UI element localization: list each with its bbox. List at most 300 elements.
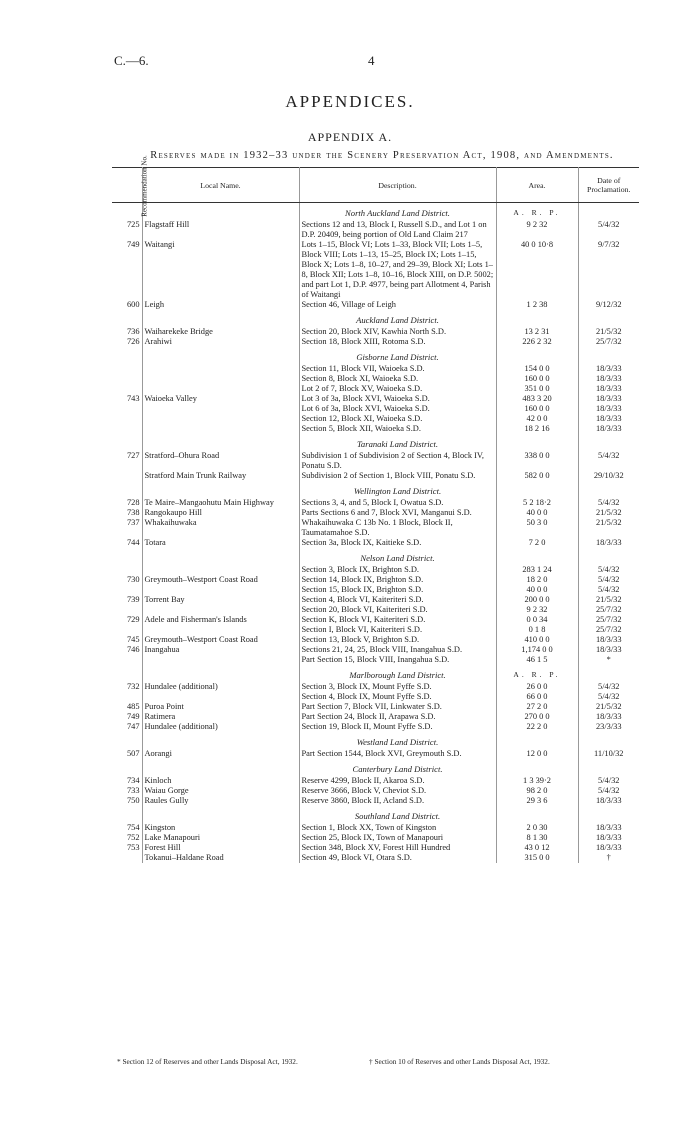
local-name: [142, 414, 299, 424]
table-row: [112, 240, 639, 300]
area-value: 582 0 0: [496, 471, 578, 481]
proclamation-date: 25/7/32: [578, 615, 639, 625]
area-value: 27 2 0: [496, 702, 578, 712]
table-row: [112, 843, 639, 853]
area-value: 1 3 39·2: [496, 776, 578, 786]
proclamation-date: 25/7/32: [578, 605, 639, 615]
recommendation-number: 600: [126, 300, 140, 309]
district-spacer: [112, 548, 142, 565]
district-header-row: [112, 310, 639, 327]
proclamation-date: 5/4/32: [578, 682, 639, 692]
proclamation-date: 5/4/32: [578, 585, 639, 595]
proclamation-date: 18/3/33: [578, 823, 639, 833]
district-spacer: [578, 548, 639, 565]
local-name: [142, 655, 299, 665]
local-name: Stratford–Ohura Road: [142, 451, 299, 471]
table-row: [112, 471, 639, 481]
recommendation-number: [112, 605, 142, 615]
district-header-row: [112, 732, 639, 749]
district-area-units-cell: [496, 347, 578, 364]
description: Section 8, Block XI, Waioeka S.D.: [299, 374, 496, 384]
proclamation-date: 21/5/32: [578, 595, 639, 605]
district-name: Auckland Land District.: [356, 315, 439, 325]
district-name-cell: [299, 548, 496, 565]
proclamation-date: 18/3/33: [578, 404, 639, 414]
local-name: Stratford Main Trunk Railway: [142, 471, 299, 481]
table-row: [112, 692, 639, 702]
local-name: [142, 565, 299, 575]
recommendation-number: 747: [126, 722, 140, 731]
local-name: [142, 404, 299, 414]
proclamation-date: *: [578, 655, 639, 665]
district-spacer: [142, 481, 299, 498]
column-header-local-name: Local Name.: [142, 168, 299, 203]
table-row: [112, 682, 639, 692]
description: Section 3, Block IX, Brighton S.D.: [299, 565, 496, 575]
proclamation-date: 18/3/33: [578, 833, 639, 843]
district-spacer: [578, 481, 639, 498]
table-row: [112, 508, 639, 518]
table-row: [112, 364, 639, 374]
table-row: [112, 394, 639, 404]
proclamation-date: 25/7/32: [578, 337, 639, 347]
description: Part Section 7, Block VII, Linkwater S.D.: [299, 702, 496, 712]
recommendation-number: 734: [126, 776, 140, 785]
description: Section 12, Block XI, Waioeka S.D.: [299, 414, 496, 424]
local-name: Hundalee (additional): [142, 682, 299, 692]
district-header-row: [112, 481, 639, 498]
area-value: 160 0 0: [496, 374, 578, 384]
district-spacer: [142, 759, 299, 776]
local-name: [142, 364, 299, 374]
district-spacer: [112, 203, 142, 221]
district-area-units-cell: [496, 310, 578, 327]
table-header-row: [112, 168, 639, 203]
area-value: 22 2 0: [496, 722, 578, 732]
recommendation-number: 737: [126, 518, 140, 527]
local-name: Waiau Gorge: [142, 786, 299, 796]
district-area-units-cell: [496, 806, 578, 823]
local-name: Greymouth–Westport Coast Road: [142, 575, 299, 585]
table-row: [112, 712, 639, 722]
table-row: [112, 645, 639, 655]
table-row: [112, 575, 639, 585]
area-value: 270 0 0: [496, 712, 578, 722]
description: Section 1, Block XX, Town of Kingston: [299, 823, 496, 833]
proclamation-date: 5/4/32: [578, 692, 639, 702]
description: Section 14, Block IX, Brighton S.D.: [299, 575, 496, 585]
local-name: Aorangi: [142, 749, 299, 759]
local-name: Te Maire–Mangaohutu Main Highway: [142, 498, 299, 508]
district-name-cell: [299, 759, 496, 776]
table-row: [112, 498, 639, 508]
recommendation-number: [112, 414, 142, 424]
recommendation-number: 754: [126, 823, 140, 832]
table-row: [112, 565, 639, 575]
local-name: [142, 585, 299, 595]
recommendation-number: [112, 692, 142, 702]
description: Section 348, Block XV, Forest Hill Hundred: [299, 843, 496, 853]
area-value: 283 1 24: [496, 565, 578, 575]
proclamation-date: 18/3/33: [578, 843, 639, 853]
recommendation-number: [112, 424, 142, 434]
recommendation-number: 749: [126, 240, 140, 249]
recommendation-number: [112, 384, 142, 394]
description: Sections 21, 24, 25, Block VIII, Inangahua S.D.: [299, 645, 496, 655]
local-name: Puroa Point: [142, 702, 299, 712]
table-row: [112, 615, 639, 625]
area-value: 0 1 8: [496, 625, 578, 635]
proclamation-date: 29/10/32: [578, 471, 639, 481]
table-row: [112, 823, 639, 833]
district-header-row: [112, 806, 639, 823]
recommendation-number: 726: [126, 337, 140, 346]
column-header-date: Date of Proclamation.: [578, 168, 639, 203]
description: Lot 2 of 7, Block XV, Waioeka S.D.: [299, 384, 496, 394]
district-spacer: [112, 732, 142, 749]
description: Section 4, Block VI, Kaiteriteri S.D.: [299, 595, 496, 605]
local-name: Rangokaupo Hill: [142, 508, 299, 518]
district-name: Canterbury Land District.: [352, 764, 443, 774]
local-name: Flagstaff Hill: [142, 220, 299, 240]
recommendation-number: 728: [126, 498, 140, 507]
table-row: [112, 300, 639, 310]
recommendation-number: 749: [126, 712, 140, 721]
area-value: 200 0 0: [496, 595, 578, 605]
district-area-units-cell: [496, 548, 578, 565]
area-value: 13 2 31: [496, 327, 578, 337]
district-spacer: [112, 310, 142, 327]
recommendation-number: 744: [126, 538, 140, 547]
proclamation-date: 9/12/32: [578, 300, 639, 310]
table-row: [112, 833, 639, 843]
proclamation-date: 9/7/32: [578, 240, 639, 300]
proclamation-date: 18/3/33: [578, 364, 639, 374]
district-name: Marlborough Land District.: [349, 670, 446, 680]
district-header-row: [112, 203, 639, 221]
description: Subdivision 1 of Subdivision 2 of Section 4, Block IV, Ponatu S.D.: [299, 451, 496, 471]
recommendation-number: 750: [126, 796, 140, 805]
area-value: 43 0 12: [496, 843, 578, 853]
area-value: 5 2 18·2: [496, 498, 578, 508]
area-value: 9 2 32: [496, 605, 578, 615]
district-name-cell: [299, 665, 496, 682]
recommendation-number: 745: [126, 635, 140, 644]
local-name: Hundalee (additional): [142, 722, 299, 732]
area-value: 338 0 0: [496, 451, 578, 471]
recommendation-number: 743: [126, 394, 140, 403]
proclamation-date: 21/5/32: [578, 702, 639, 712]
area-value: 1,174 0 0: [496, 645, 578, 655]
district-name-cell: [299, 481, 496, 498]
district-header-row: [112, 759, 639, 776]
document-code: C.—6.: [114, 53, 149, 68]
page-title: APPENDICES.: [285, 92, 415, 111]
district-spacer: [578, 665, 639, 682]
description: Section 3a, Block IX, Kaitieke S.D.: [299, 538, 496, 548]
description: Whakaihuwaka C 13b No. 1 Block, Block II, Taumatamahoe S.D.: [299, 518, 496, 538]
district-area-units-cell: [496, 665, 578, 682]
proclamation-date: 21/5/32: [578, 508, 639, 518]
district-spacer: [578, 203, 639, 221]
proclamation-date: 5/4/32: [578, 786, 639, 796]
proclamation-date: 18/3/33: [578, 796, 639, 806]
area-value: 351 0 0: [496, 384, 578, 394]
local-name: Inangahua: [142, 645, 299, 655]
recommendation-number: [112, 853, 142, 863]
local-name: [142, 374, 299, 384]
district-area-units-cell: [496, 434, 578, 451]
district-header-row: [112, 434, 639, 451]
proclamation-date: 18/3/33: [578, 538, 639, 548]
table-row: [112, 655, 639, 665]
area-value: 50 3 0: [496, 518, 578, 538]
table-row: [112, 414, 639, 424]
local-name: Kingston: [142, 823, 299, 833]
area-value: 12 0 0: [496, 749, 578, 759]
proclamation-date: 11/10/32: [578, 749, 639, 759]
description: Section 5, Block XII, Waioeka S.D.: [299, 424, 496, 434]
proclamation-date: 5/4/32: [578, 565, 639, 575]
district-header-row: [112, 665, 639, 682]
area-value: 40 0 0: [496, 508, 578, 518]
district-name-cell: [299, 806, 496, 823]
description: Section 20, Block XIV, Kawhia North S.D.: [299, 327, 496, 337]
district-spacer: [112, 347, 142, 364]
district-spacer: [578, 434, 639, 451]
description: Part Section 15, Block VIII, Inangahua S.D.: [299, 655, 496, 665]
local-name: Arahiwi: [142, 337, 299, 347]
proclamation-date: 5/4/32: [578, 575, 639, 585]
description: Sections 12 and 13, Block I, Russell S.D., and Lot 1 on D.P. 20409, being portion of Old Land Claim 217: [299, 220, 496, 240]
district-area-units-cell: [496, 759, 578, 776]
district-name: Taranaki Land District.: [356, 439, 439, 449]
area-value: 1 2 38: [496, 300, 578, 310]
column-header-area: Area.: [496, 168, 578, 203]
area-value: 7 2 0: [496, 538, 578, 548]
proclamation-date: 5/4/32: [578, 220, 639, 240]
area-value: 18 2 0: [496, 575, 578, 585]
area-value: 98 2 0: [496, 786, 578, 796]
area-value: 410 0 0: [496, 635, 578, 645]
table-row: [112, 518, 639, 538]
local-name: Waiharekeke Bridge: [142, 327, 299, 337]
description: Lots 1–15, Block VI; Lots 1–33, Block VII; Lots 1–5, Block VIII; Lots 1–13, 15–25, Block IX; Lots 1–15, Block X; Lots 1–8, 10–27, and 29–39, Block XI; Lots 1–8, Block XII; Lots 1–8, 10–16, Block XIII, on D.P. 5002; and part Lot 1, D.P. 4977, being part Allotment 4, Parish of Waitangi: [299, 240, 496, 300]
description: Section 49, Block VI, Otara S.D.: [299, 853, 496, 863]
area-value: 18 2 16: [496, 424, 578, 434]
district-spacer: [112, 759, 142, 776]
district-name-cell: [299, 347, 496, 364]
table-row: [112, 722, 639, 732]
recommendation-number: [112, 364, 142, 374]
column-header-recommendation: Recommendation No.: [112, 168, 142, 203]
district-name-cell: [299, 310, 496, 327]
proclamation-date: 23/3/33: [578, 722, 639, 732]
proclamation-date: 25/7/32: [578, 625, 639, 635]
district-spacer: [142, 434, 299, 451]
recommendation-number: 485: [126, 702, 140, 711]
recommendation-number: 730: [126, 575, 140, 584]
local-name: Whakaihuwaka: [142, 518, 299, 538]
description: Section 15, Block IX, Brighton S.D.: [299, 585, 496, 595]
recommendation-number: 753: [126, 843, 140, 852]
area-value: 40 0 0: [496, 585, 578, 595]
description: Reserve 3666, Block V, Cheviot S.D.: [299, 786, 496, 796]
area-value: 26 0 0: [496, 682, 578, 692]
description: Section 13, Block V, Brighton S.D.: [299, 635, 496, 645]
description: Section I, Block VI, Kaiteriteri S.D.: [299, 625, 496, 635]
description: Subdivision 2 of Section 1, Block VIII, Ponatu S.D.: [299, 471, 496, 481]
appendix-title: APPENDIX A.: [307, 130, 393, 144]
description: Reserve 4299, Block II, Akaroa S.D.: [299, 776, 496, 786]
local-name: Tokanui–Haldane Road: [142, 853, 299, 863]
description: Section 3, Block IX, Mount Fyffe S.D.: [299, 682, 496, 692]
district-name: Westland Land District.: [356, 737, 439, 747]
local-name: Torrent Bay: [142, 595, 299, 605]
local-name: [142, 692, 299, 702]
recommendation-number: 729: [126, 615, 140, 624]
proclamation-date: †: [578, 853, 639, 863]
district-spacer: [142, 203, 299, 221]
table-row: [112, 786, 639, 796]
table-row: [112, 220, 639, 240]
recommendation-number: 732: [126, 682, 140, 691]
area-value: 154 0 0: [496, 364, 578, 374]
table-heading: Reserves made in 1932–33 under the Scenery Preservation Act, 1908, and Amendments.: [150, 150, 614, 161]
description: Section 11, Block VII, Waioeka S.D.: [299, 364, 496, 374]
proclamation-date: 18/3/33: [578, 414, 639, 424]
district-name: Southland Land District.: [354, 811, 441, 821]
description: Section 4, Block IX, Mount Fyffe S.D.: [299, 692, 496, 702]
proclamation-date: 18/3/33: [578, 424, 639, 434]
proclamation-date: 18/3/33: [578, 712, 639, 722]
proclamation-date: 18/3/33: [578, 394, 639, 404]
district-spacer: [578, 759, 639, 776]
district-spacer: [578, 310, 639, 327]
description: Lot 3 of 3a, Block XVI, Waioeka S.D.: [299, 394, 496, 404]
local-name: Lake Manapouri: [142, 833, 299, 843]
district-spacer: [142, 347, 299, 364]
description: Section 25, Block IX, Town of Manapouri: [299, 833, 496, 843]
district-name: North Auckland Land District.: [345, 208, 450, 218]
area-units-label: A. R. P.: [513, 208, 561, 217]
description: Section 18, Block XIII, Rotoma S.D.: [299, 337, 496, 347]
table-row: [112, 451, 639, 471]
proclamation-date: 21/5/32: [578, 518, 639, 538]
table-body: [112, 203, 639, 864]
district-header-row: [112, 548, 639, 565]
district-spacer: [112, 434, 142, 451]
recommendation-number: 736: [126, 327, 140, 336]
recommendation-number: 733: [126, 786, 140, 795]
recommendation-number: [112, 625, 142, 635]
local-name: Waitangi: [142, 240, 299, 300]
area-value: 8 1 30: [496, 833, 578, 843]
district-name-cell: [299, 434, 496, 451]
recommendation-number: [112, 585, 142, 595]
description: Section 19, Block II, Mount Fyffe S.D.: [299, 722, 496, 732]
recommendation-number: [112, 565, 142, 575]
area-value: 42 0 0: [496, 414, 578, 424]
area-value: 29 3 6: [496, 796, 578, 806]
table-row: [112, 776, 639, 786]
table-row: [112, 374, 639, 384]
local-name: Ratimera: [142, 712, 299, 722]
recommendation-number: 507: [126, 749, 140, 758]
local-name: Adele and Fisherman's Islands: [142, 615, 299, 625]
district-spacer: [112, 481, 142, 498]
district-spacer: [112, 806, 142, 823]
district-spacer: [578, 732, 639, 749]
local-name: Leigh: [142, 300, 299, 310]
table-row: [112, 424, 639, 434]
description: Part Section 24, Block II, Arapawa S.D.: [299, 712, 496, 722]
table-row: [112, 384, 639, 394]
district-name: Nelson Land District.: [360, 553, 435, 563]
district-spacer: [142, 806, 299, 823]
proclamation-date: 18/3/33: [578, 635, 639, 645]
area-value: 0 0 34: [496, 615, 578, 625]
description: Reserve 3860, Block II, Acland S.D.: [299, 796, 496, 806]
area-value: 46 1 5: [496, 655, 578, 665]
district-spacer: [578, 806, 639, 823]
district-area-units-cell: [496, 203, 578, 221]
local-name: [142, 605, 299, 615]
local-name: Waioeka Valley: [142, 394, 299, 404]
proclamation-date: 18/3/33: [578, 645, 639, 655]
district-name-cell: [299, 732, 496, 749]
district-spacer: [142, 665, 299, 682]
proclamation-date: 18/3/33: [578, 374, 639, 384]
area-value: 315 0 0: [496, 853, 578, 863]
local-name: [142, 424, 299, 434]
district-name: Wellington Land District.: [353, 486, 442, 496]
area-value: 9 2 32: [496, 220, 578, 240]
recommendation-number: 727: [126, 451, 140, 460]
recommendation-number: [112, 374, 142, 384]
table-row: [112, 585, 639, 595]
column-header-description: Description.: [299, 168, 496, 203]
area-value: 2 0 30: [496, 823, 578, 833]
local-name: Totara: [142, 538, 299, 548]
table-row: [112, 749, 639, 759]
local-name: Forest Hill: [142, 843, 299, 853]
description: Part Section 1544, Block XVI, Greymouth S.D.: [299, 749, 496, 759]
proclamation-date: 18/3/33: [578, 384, 639, 394]
table-row: [112, 853, 639, 863]
recommendation-number: 725: [126, 220, 140, 229]
recommendation-number: 739: [126, 595, 140, 604]
area-value: 40 0 10·8: [496, 240, 578, 300]
table-row: [112, 605, 639, 615]
proclamation-date: 21/5/32: [578, 327, 639, 337]
table-row: [112, 337, 639, 347]
proclamation-date: 5/4/32: [578, 451, 639, 471]
table-row: [112, 796, 639, 806]
area-value: 483 3 20: [496, 394, 578, 404]
description: Section 46, Village of Leigh: [299, 300, 496, 310]
local-name: Kinloch: [142, 776, 299, 786]
table-row: [112, 404, 639, 414]
district-header-row: [112, 347, 639, 364]
area-value: 226 2 32: [496, 337, 578, 347]
area-value: 66 0 0: [496, 692, 578, 702]
description: Parts Sections 6 and 7, Block XVI, Manganui S.D.: [299, 508, 496, 518]
area-value: 160 0 0: [496, 404, 578, 414]
proclamation-date: 5/4/32: [578, 776, 639, 786]
recommendation-number: [112, 655, 142, 665]
table-row: [112, 702, 639, 712]
